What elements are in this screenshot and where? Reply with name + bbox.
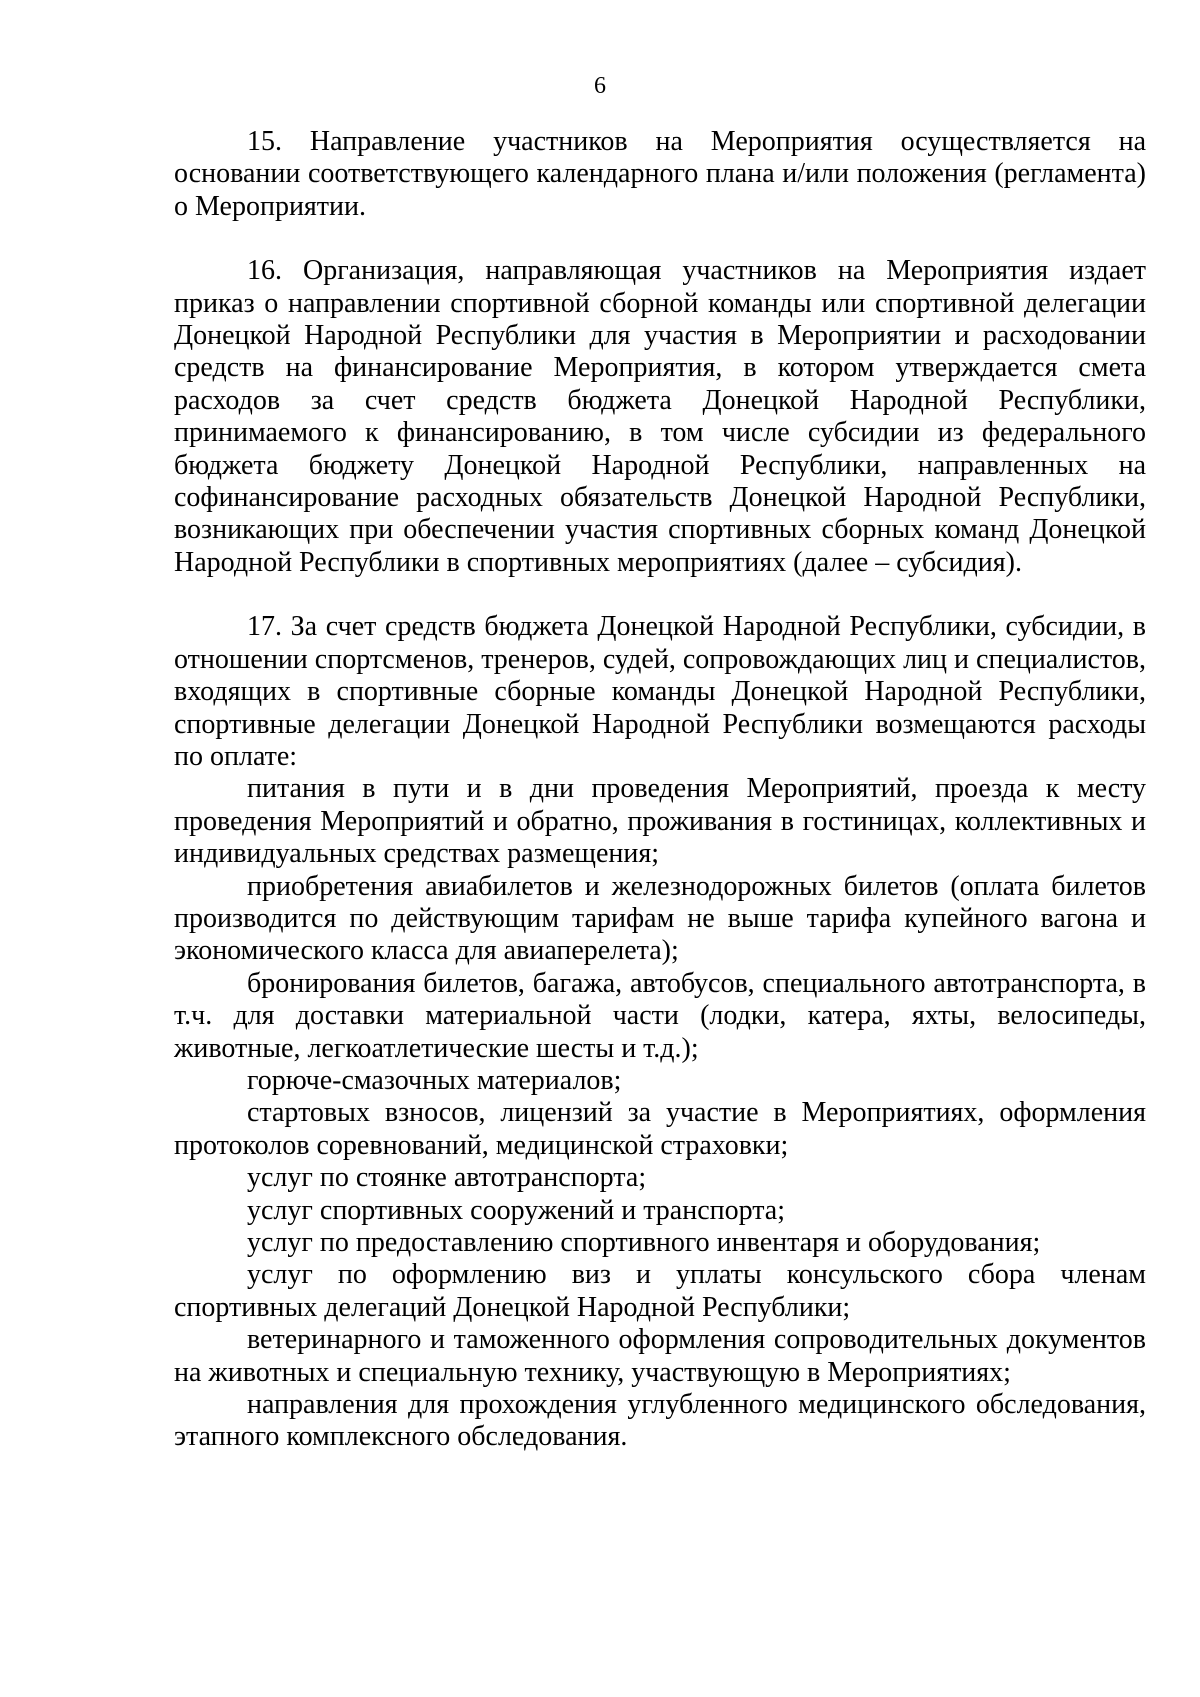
list-item-meals-travel: питания в пути и в дни проведения Мероприятий, проезда к месту проведения Мероприятий и обратно, проживания в гостиницах, коллективных и индивидуальных средствах размещения;	[174, 773, 1146, 870]
paragraph-17: 17. За счет средств бюджета Донецкой Народной Республики, субсидии, в отношении спортсменов, тренеров, судей, сопровождающих лиц и специалистов, входящих в спортивные сборные команды Донецкой Народной Республики, спортивные делегации Донецкой Народной Республики возмещаются расходы по оплате:	[174, 611, 1146, 772]
page-number: 6	[594, 73, 606, 99]
paragraph-16: 16. Организация, направляющая участников на Мероприятия издает приказ о направлении спортивной сборной команды или спортивной делегации Донецкой Народной Республики для участия в Мероприятии и расходовании средств на финансирование Мероприятия, в котором утверждается смета расходов за счет средств бюджета Донецкой Народной Республики, принимаемого к финансированию, в том числе субсидии из федерального бюджета бюджету Донецкой Народной Республики, направленных на софинансирование расходных обязательств Донецкой Народной Республики, возникающих при обеспечении участия спортивных сборных команд Донецкой Народной Республики в спортивных мероприятиях (далее – субсидия).	[174, 255, 1146, 578]
list-item-entry-fees: стартовых взносов, лицензий за участие в Мероприятиях, оформления протоколов соревнований, медицинской страховки;	[174, 1097, 1146, 1161]
paragraph-spacer	[174, 579, 1146, 611]
list-item-facilities: услуг спортивных сооружений и транспорта;	[247, 1194, 786, 1226]
list-item-fuel: горюче-смазочных материалов;	[247, 1064, 622, 1096]
document-body	[174, 126, 1146, 1454]
list-item-customs: ветеринарного и таможенного оформления сопроводительных документов на животных и специальную технику, участвующую в Мероприятиях;	[174, 1324, 1146, 1388]
paragraph-spacer	[174, 223, 1146, 255]
list-item-booking: бронирования билетов, багажа, автобусов, специального автотранспорта, в т.ч. для доставки материальной части (лодки, катера, яхты, велосипеды, животные, легкоатлетические шесты и т.д.);	[174, 967, 1146, 1064]
paragraph-15: 15. Направление участников на Мероприятия осуществляется на основании соответствующего календарного плана и/или положения (регламента) о Мероприятии.	[174, 126, 1146, 222]
list-item-tickets: приобретения авиабилетов и железнодорожных билетов (оплата билетов производится по действующим тарифам не выше тарифа купейного вагона и экономического класса для авиаперелета);	[174, 870, 1146, 967]
list-item-equipment: услуг по предоставлению спортивного инвентаря и оборудования;	[247, 1227, 1041, 1258]
list-item-parking: услуг по стоянке автотранспорта;	[247, 1162, 647, 1194]
list-item-medical: направления для прохождения углубленного медицинского обследования, этапного комплексного обследования.	[174, 1389, 1146, 1453]
list-item-visas: услуг по оформлению виз и уплаты консульского сбора членам спортивных делегаций Донецкой Народной Республики;	[174, 1259, 1146, 1323]
